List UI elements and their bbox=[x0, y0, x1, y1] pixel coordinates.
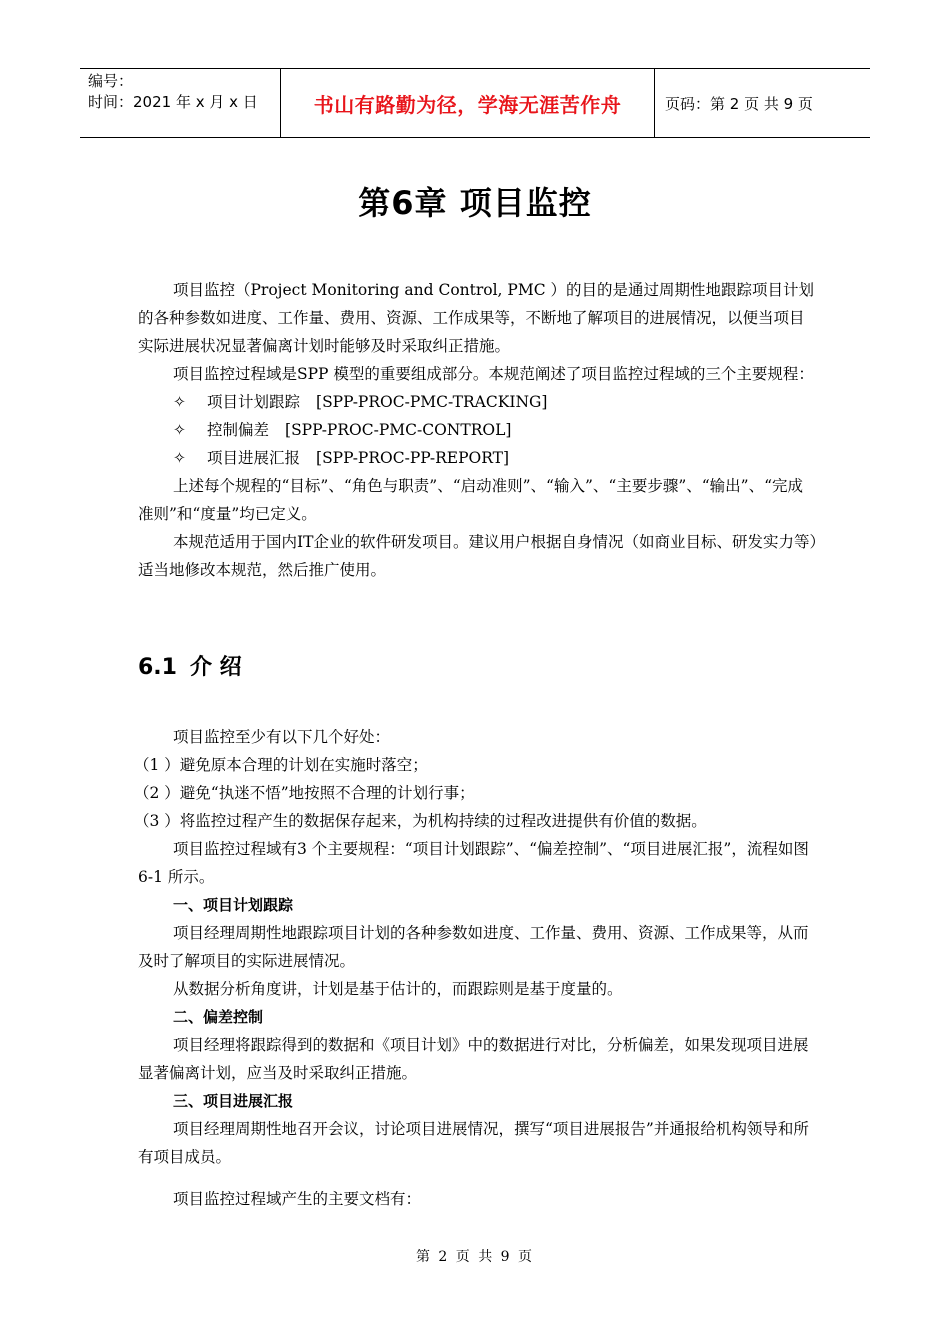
section-title: 介 绍 bbox=[190, 655, 242, 680]
procedure-code: [SPP-PROC-PMC-CONTROL] bbox=[285, 421, 512, 439]
intro-paragraph-1: 项目监控（Project Monitoring and Control, PMC ）的目的是通过周期性地跟踪项目计划的各种参数如进度、工作量、费用、资源、工作成果等，不断地了解项目的进展情况，以便当项目实际进展状况显著偏离计划时能够及时采取纠正措施。 bbox=[138, 281, 815, 355]
intro-block bbox=[138, 276, 818, 584]
deviation-paragraph: 项目经理将跟踪得到的数据和《项目计划》中的数据进行对比，分析偏差，如果发现项目进展显著偏离计划，应当及时采取纠正措施。 bbox=[138, 1036, 809, 1082]
chapter-title: 第6章 项目监控 bbox=[358, 184, 592, 222]
header-meta bbox=[80, 69, 281, 137]
tracking-paragraph-1: 项目经理周期性地跟踪项目计划的各种参数如进度、工作量、费用、资源、工作成果等，从而及时了解项目的实际进展情况。 bbox=[138, 924, 809, 970]
header-number-label: 编号： bbox=[88, 72, 134, 90]
intro-paragraph-2: 项目监控过程域是SPP 模型的重要组成部分。本规范阐述了项目监控过程域的三个主要规程： bbox=[173, 365, 814, 383]
benefit-item: （3 ）将监控过程产生的数据保存起来，为机构持续的过程改进提供有价值的数据。 bbox=[134, 812, 707, 830]
section-heading bbox=[138, 650, 242, 681]
tracking-paragraph-2: 从数据分析角度讲，计划是基于估计的，而跟踪则是基于度量的。 bbox=[173, 980, 623, 998]
section-body bbox=[134, 723, 818, 1213]
procedure-item bbox=[138, 388, 818, 416]
subheading-deviation: 二、偏差控制 bbox=[173, 1008, 264, 1026]
section-paragraph-2: 项目监控过程域有3 个主要规程：“项目计划跟踪”、“偏差控制”、“项目进展汇报”，流程如图6-1 所示。 bbox=[138, 840, 809, 886]
diamond-bullet-icon: ✧ bbox=[173, 393, 186, 411]
benefit-item: （1 ）避免原本合理的计划在实施时落空； bbox=[134, 756, 428, 774]
section-paragraph-1: 项目监控至少有以下几个好处： bbox=[173, 728, 391, 746]
procedure-name: 项目计划跟踪 bbox=[207, 393, 301, 411]
procedure-item bbox=[138, 444, 818, 472]
procedure-code: [SPP-PROC-PMC-TRACKING] bbox=[316, 393, 548, 411]
subheading-reporting: 三、项目进展汇报 bbox=[173, 1092, 294, 1110]
page-header bbox=[80, 68, 870, 138]
documents-intro-paragraph: 项目监控过程域产生的主要文档有： bbox=[173, 1190, 422, 1208]
procedure-item bbox=[138, 416, 818, 444]
header-time-label: 时间：2021 年 x 月 x 日 bbox=[88, 93, 258, 111]
header-motto: 书山有路勤为径，学海无涯苦作舟 bbox=[281, 69, 655, 137]
reporting-paragraph: 项目经理周期性地召开会议，讨论项目进展情况，撰写“项目进展报告”并通报给机构领导和所有项目成员。 bbox=[138, 1120, 809, 1166]
diamond-bullet-icon: ✧ bbox=[173, 449, 186, 467]
section-number: 6.1 bbox=[138, 655, 177, 680]
procedure-name: 控制偏差 bbox=[207, 421, 270, 439]
procedure-name: 项目进展汇报 bbox=[207, 449, 301, 467]
subheading-tracking: 一、项目计划跟踪 bbox=[173, 896, 294, 914]
header-page-label: 页码：第 2 页 共 9 页 bbox=[665, 94, 813, 113]
diamond-bullet-icon: ✧ bbox=[173, 421, 186, 439]
intro-paragraph-4: 本规范适用于国内IT企业的软件研发项目。建议用户根据自身情况（如商业目标、研发实力等）适当地修改本规范，然后推广使用。 bbox=[138, 533, 818, 579]
intro-paragraph-3: 上述每个规程的“目标”、“角色与职责”、“启动准则”、“输入”、“主要步骤”、“输出”、“完成准则”和“度量”均已定义。 bbox=[138, 477, 804, 523]
benefit-item: （2 ）避免“执迷不悟”地按照不合理的计划行事； bbox=[134, 784, 475, 802]
procedure-code: [SPP-PROC-PP-REPORT] bbox=[316, 449, 509, 467]
page-footer: 第 2 页 共 9 页 bbox=[415, 1249, 535, 1265]
